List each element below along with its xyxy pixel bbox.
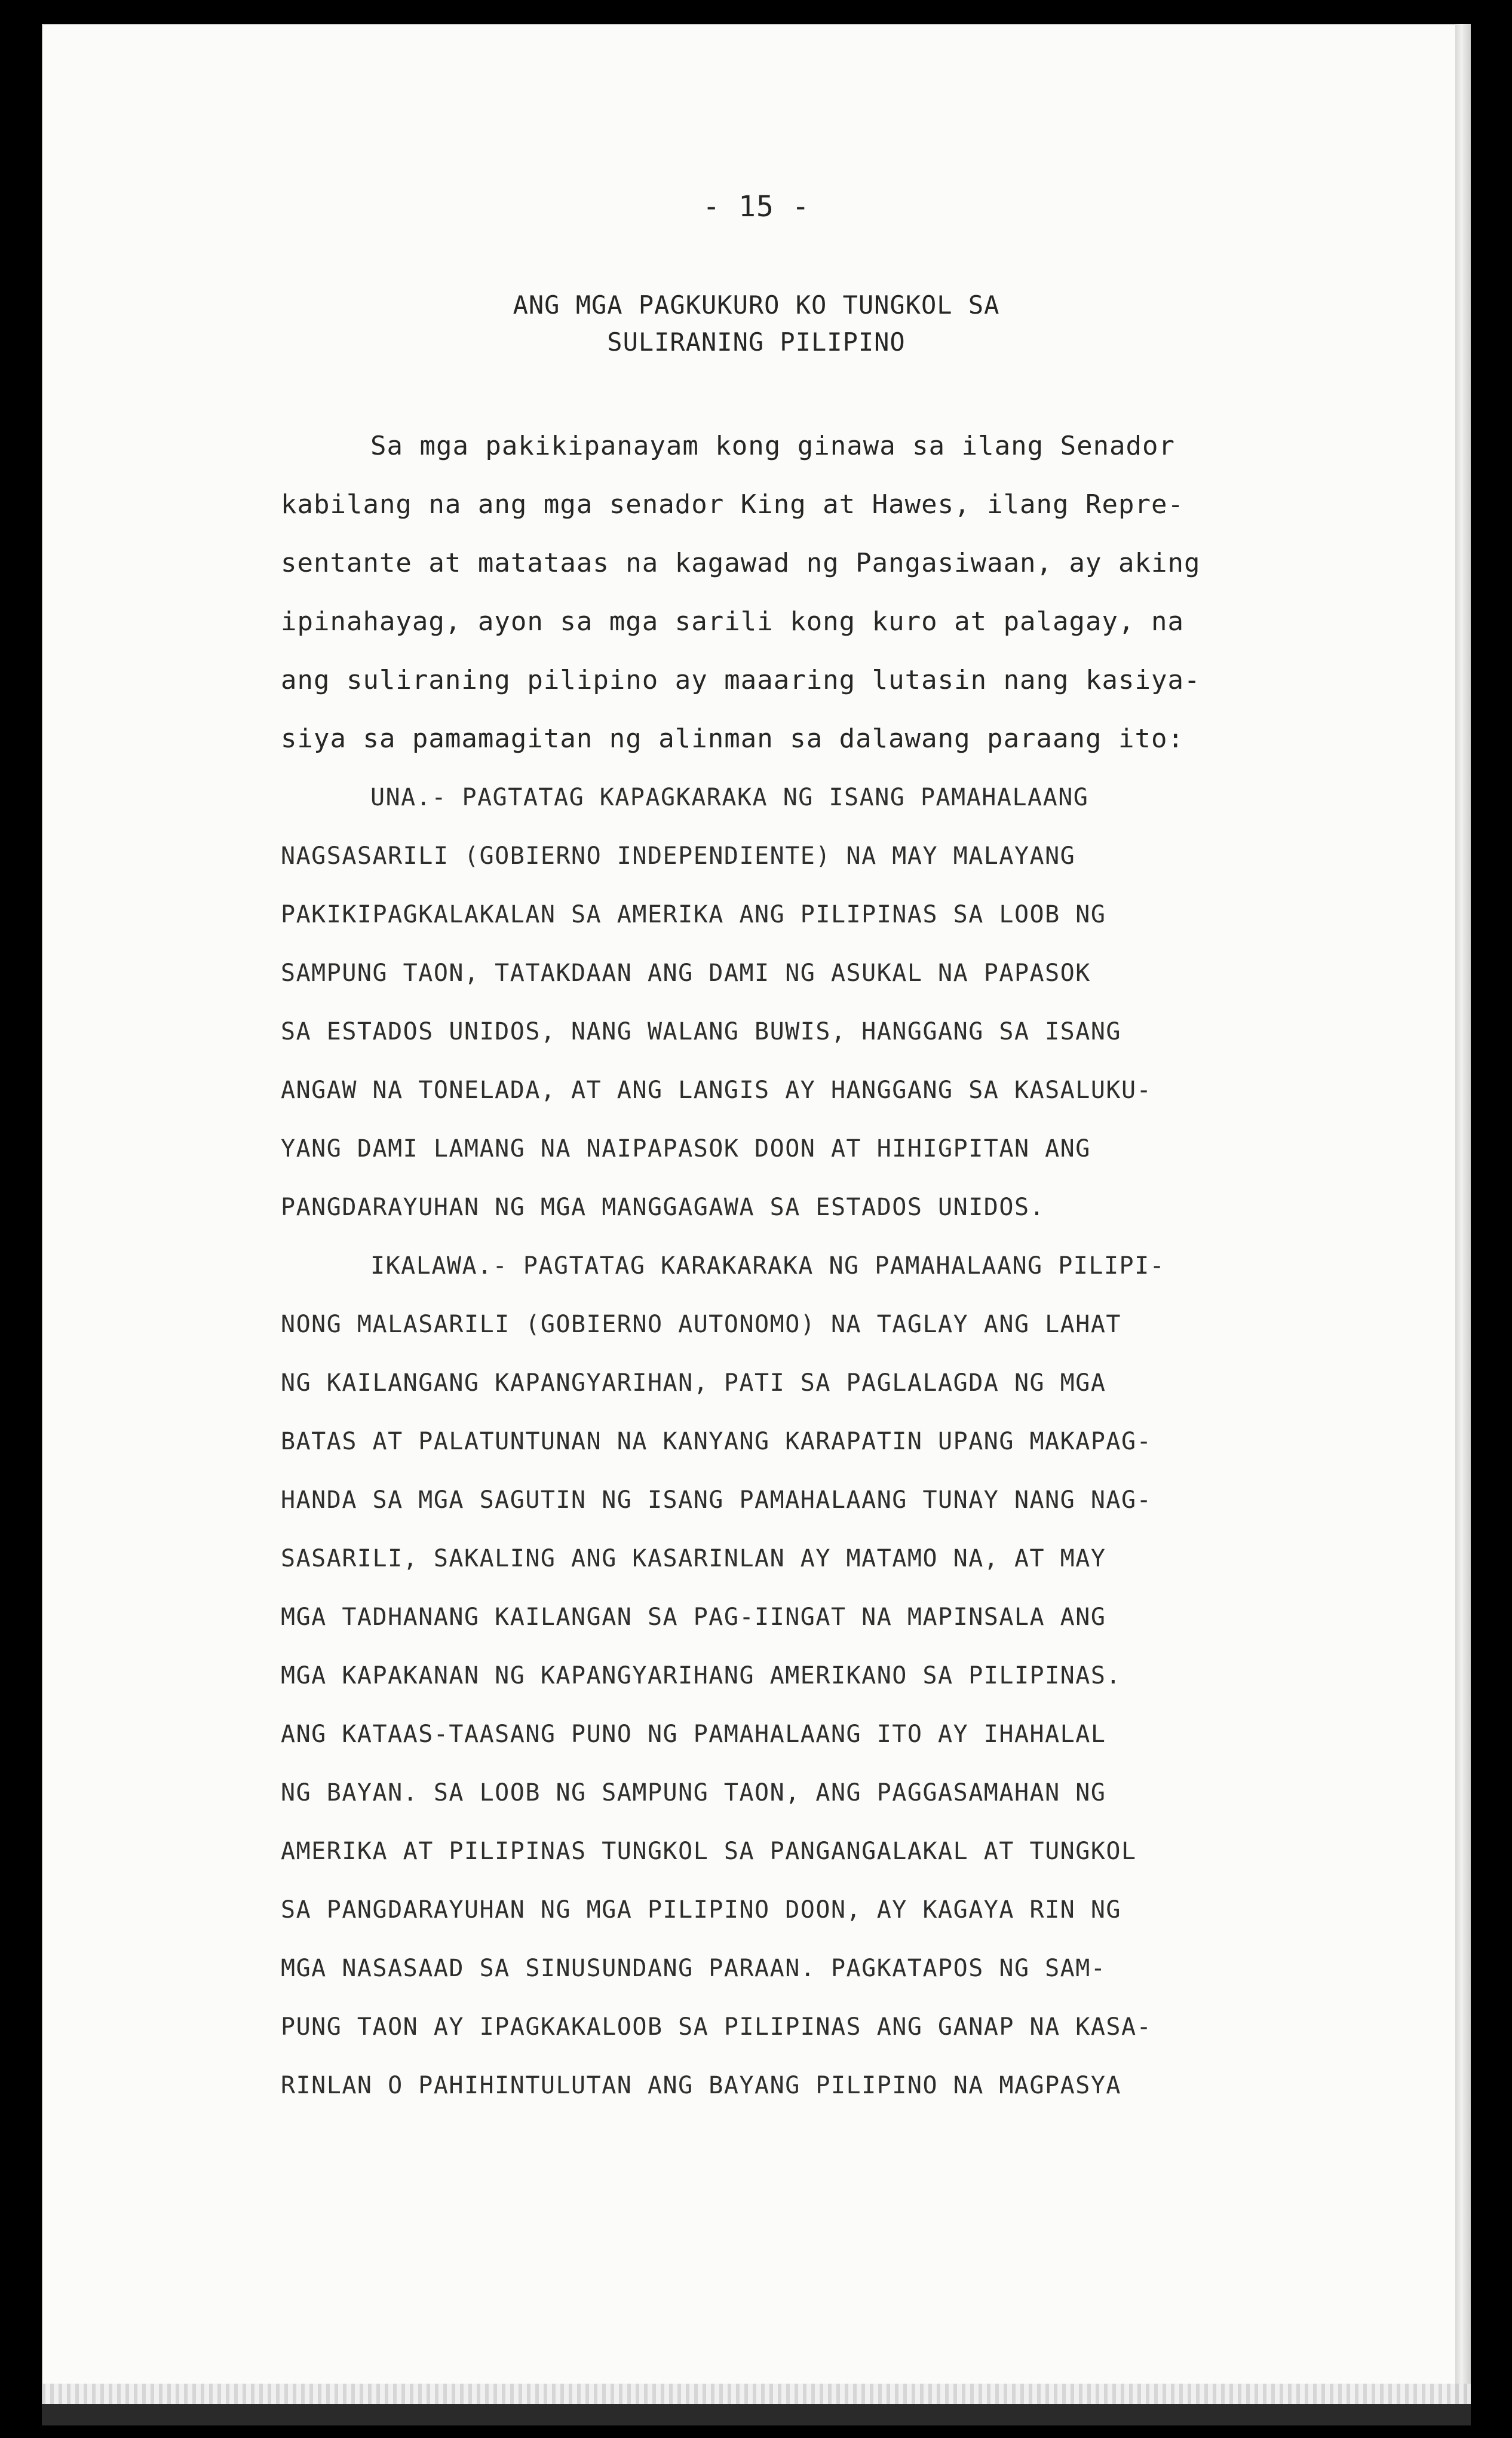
body-line: MGA KAPAKANAN NG KAPANGYARIHANG AMERIKANO SA PILIPINAS. — [281, 1662, 1122, 1689]
page-right-edge — [1455, 24, 1471, 2425]
body-line: HANDA SA MGA SAGUTIN NG ISANG PAMAHALAANG TUNAY NANG NAG- — [281, 1486, 1152, 1514]
body-line: UNA.- PAGTATAG KAPAGKARAKA NG ISANG PAMAHALAANG — [370, 784, 1089, 811]
body-line: kabilang na ang mga senador King at Hawes, ilang Repre- — [281, 489, 1184, 520]
body-line: SA ESTADOS UNIDOS, NANG WALANG BUWIS, HANGGANG SA ISANG — [281, 1018, 1122, 1045]
body-line: Sa mga pakikipanayam kong ginawa sa ilang Senador — [370, 431, 1176, 461]
body-line: ANG KATAAS-TAASANG PUNO NG PAMAHALAANG ITO AY IHAHALAL — [281, 1721, 1106, 1748]
page-number: - 15 - — [703, 190, 810, 223]
title-line-1: ANG MGA PAGKUKURO KO TUNGKOL SA — [513, 290, 1000, 320]
body-line: ipinahayag, ayon sa mga sarili kong kuro at palagay, na — [281, 606, 1184, 637]
body-line: SAMPUNG TAON, TATAKDAAN ANG DAMI NG ASUKAL NA PAPASOK — [281, 959, 1091, 987]
body-line: SA PANGDARAYUHAN NG MGA PILIPINO DOON, AY KAGAYA RIN NG — [281, 1896, 1122, 1924]
body-line: siya sa pamamagitan ng alinman sa dalawang paraang ito: — [281, 723, 1184, 754]
body-line: MGA NASASAAD SA SINUSUNDANG PARAAN. PAGKATAPOS NG SAM- — [281, 1955, 1106, 1982]
body-line: NAGSASARILI (GOBIERNO INDEPENDIENTE) NA MAY MALAYANG — [281, 842, 1076, 870]
body-text — [281, 417, 1416, 2115]
body-line: PUNG TAON AY IPAGKAKALOOB SA PILIPINAS ANG GANAP NA KASA- — [281, 2013, 1152, 2041]
body-line: IKALAWA.- PAGTATAG KARAKARAKA NG PAMAHALAANG PILIPI- — [370, 1252, 1166, 1280]
scan-bottom-border — [42, 2404, 1471, 2425]
body-line: NG KAILANGANG KAPANGYARIHAN, PATI SA PAGLALAGDA NG MGA — [281, 1369, 1106, 1397]
document-page — [42, 24, 1471, 2425]
body-line: AMERIKA AT PILIPINAS TUNGKOL SA PANGANGALAKAL AT TUNGKOL — [281, 1838, 1137, 1865]
body-line: YANG DAMI LAMANG NA NAIPAPASOK DOON AT HIHIGPITAN ANG — [281, 1135, 1091, 1163]
body-line: SASARILI, SAKALING ANG KASARINLAN AY MATAMO NA, AT MAY — [281, 1545, 1106, 1572]
body-line: ang suliraning pilipino ay maaaring lutasin nang kasiya- — [281, 665, 1201, 695]
body-line: ANGAW NA TONELADA, AT ANG LANGIS AY HANGGANG SA KASALUKU- — [281, 1077, 1152, 1104]
page-bottom-edge — [42, 2384, 1471, 2404]
body-line: BATAS AT PALATUNTUNAN NA KANYANG KARAPATIN UPANG MAKAPAG- — [281, 1428, 1152, 1455]
body-line: MGA TADHANANG KAILANGAN SA PAG-IINGAT NA MAPINSALA ANG — [281, 1603, 1106, 1631]
body-line: NG BAYAN. SA LOOB NG SAMPUNG TAON, ANG PAGGASAMAHAN NG — [281, 1779, 1106, 1807]
body-line: RINLAN O PAHIHINTULUTAN ANG BAYANG PILIPINO NA MAGPASYA — [281, 2072, 1122, 2099]
body-line: PAKIKIPAGKALAKALAN SA AMERIKA ANG PILIPINAS SA LOOB NG — [281, 901, 1106, 928]
body-line: sentante at matataas na kagawad ng Pangasiwaan, ay aking — [281, 548, 1201, 578]
title-line-2: SULIRANING PILIPINO — [607, 327, 906, 357]
body-line: PANGDARAYUHAN NG MGA MANGGAGAWA SA ESTADOS UNIDOS. — [281, 1194, 1045, 1221]
body-line: NONG MALASARILI (GOBIERNO AUTONOMO) NA TAGLAY ANG LAHAT — [281, 1311, 1122, 1338]
